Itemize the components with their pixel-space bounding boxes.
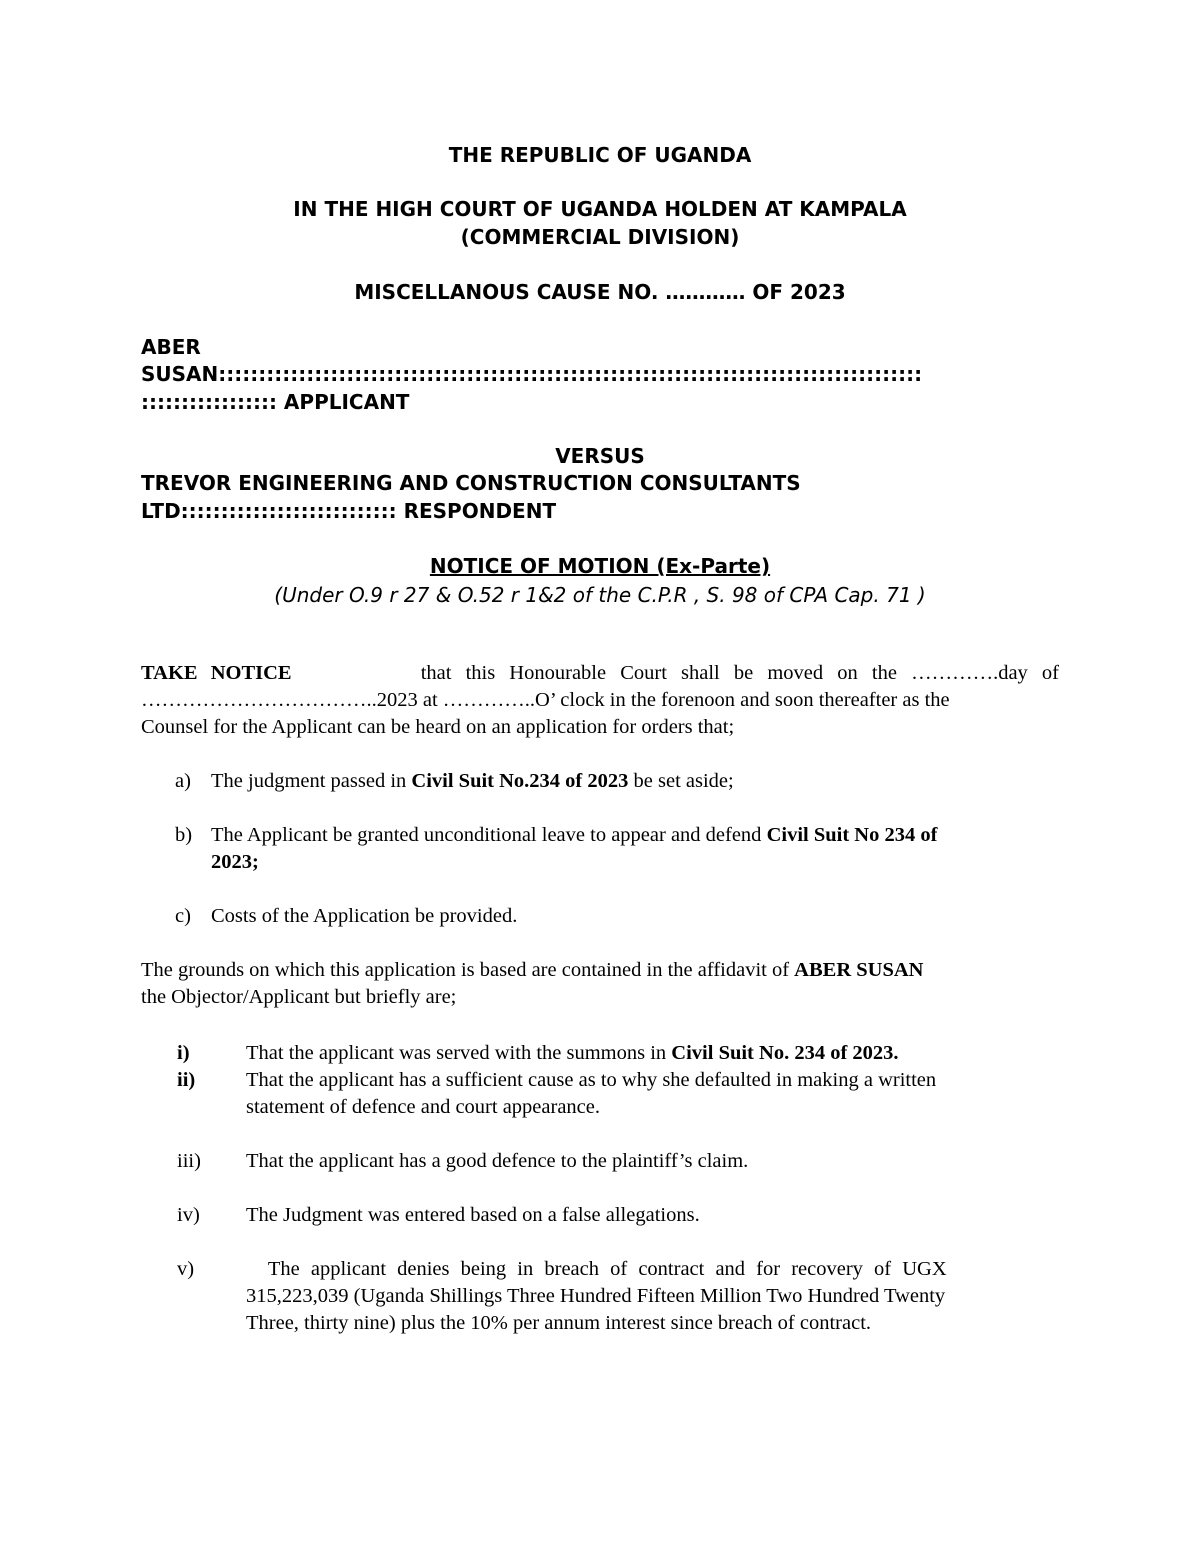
order-b-line1: The Applicant be granted unconditional leave to appear and defend Civil Suit No 234 of bbox=[211, 824, 938, 846]
grounds-intro-line1: The grounds on which this application is based are contained in the affidavit of ABER SUSAN bbox=[141, 959, 924, 981]
versus-label: VERSUS bbox=[555, 444, 645, 468]
grounds-intro-line2: the Objector/Applicant but briefly are; bbox=[141, 986, 457, 1008]
ground-marker-v: v) bbox=[177, 1258, 195, 1280]
ground-iv: The Judgment was entered based on a false allegations. bbox=[246, 1204, 700, 1226]
take-notice-line3: Counsel for the Applicant can be heard on an application for orders that; bbox=[141, 716, 735, 738]
applicant-name-line2: SUSAN:::::::::::::::::::::::::::::::::::::::::::::::::::::::::::::::::::::::::::::::::::::::: bbox=[141, 362, 923, 386]
notice-subtitle: (Under O.9 r 27 & O.52 r 1&2 of the C.P.R , S. 98 of CPA Cap. 71 ) bbox=[274, 583, 926, 607]
ground-ii-line2: statement of defence and court appearance. bbox=[246, 1096, 600, 1118]
ground-marker-iv: iv) bbox=[177, 1204, 200, 1226]
ground-v-line3: Three, thirty nine) plus the 10% per annum interest since breach of contract. bbox=[246, 1312, 872, 1334]
take-notice-line1 bbox=[141, 660, 1059, 687]
ground-v-line1: The applicant denies being in breach of contract and for recovery of UGX bbox=[246, 1258, 947, 1280]
applicant-label: ::::::::::::::::: APPLICANT bbox=[141, 390, 410, 414]
ground-v-line2: 315,223,039 (Uganda Shillings Three Hundred Fifteen Million Two Hundred Twenty bbox=[246, 1285, 946, 1307]
notice-title: NOTICE OF MOTION (Ex-Parte) bbox=[429, 554, 771, 578]
ground-ii-line1: That the applicant has a sufficient cause as to why she defaulted in making a written bbox=[246, 1069, 937, 1091]
order-marker-b: b) bbox=[175, 824, 193, 846]
take-notice-line2: ……………………………..2023 at …………..O’ clock in the forenoon and soon thereafter as the bbox=[141, 689, 950, 711]
order-b-line2: 2023; bbox=[211, 851, 259, 873]
ground-marker-i: i) bbox=[177, 1042, 190, 1064]
take-notice-lead: TAKE NOTICE bbox=[141, 662, 292, 684]
applicant-name-line1: ABER bbox=[141, 335, 201, 359]
respondent-name-line1: TREVOR ENGINEERING AND CONSTRUCTION CONSULTANTS bbox=[141, 471, 801, 495]
cause-number: MISCELLANOUS CAUSE NO. ………… OF 2023 bbox=[354, 280, 846, 304]
ground-marker-iii: iii) bbox=[177, 1150, 201, 1172]
ground-marker-ii: ii) bbox=[177, 1069, 196, 1091]
republic-heading: THE REPUBLIC OF UGANDA bbox=[448, 143, 752, 167]
ground-i: That the applicant was served with the summons in Civil Suit No. 234 of 2023. bbox=[246, 1042, 899, 1064]
court-heading: IN THE HIGH COURT OF UGANDA HOLDEN AT KAMPALA bbox=[293, 197, 907, 221]
ground-iii: That the applicant has a good defence to the plaintiff’s claim. bbox=[246, 1150, 749, 1172]
respondent-label: LTD::::::::::::::::::::::::::: RESPONDENT bbox=[141, 499, 557, 523]
take-notice-line1-text: that this Honourable Court shall be moved on the ………….day of bbox=[420, 662, 1059, 684]
order-marker-a: a) bbox=[175, 770, 191, 792]
order-marker-c: c) bbox=[175, 905, 191, 927]
order-a: The judgment passed in Civil Suit No.234 of 2023 be set aside; bbox=[211, 770, 734, 792]
order-c: Costs of the Application be provided. bbox=[211, 905, 518, 927]
division-heading: (COMMERCIAL DIVISION) bbox=[460, 225, 740, 249]
